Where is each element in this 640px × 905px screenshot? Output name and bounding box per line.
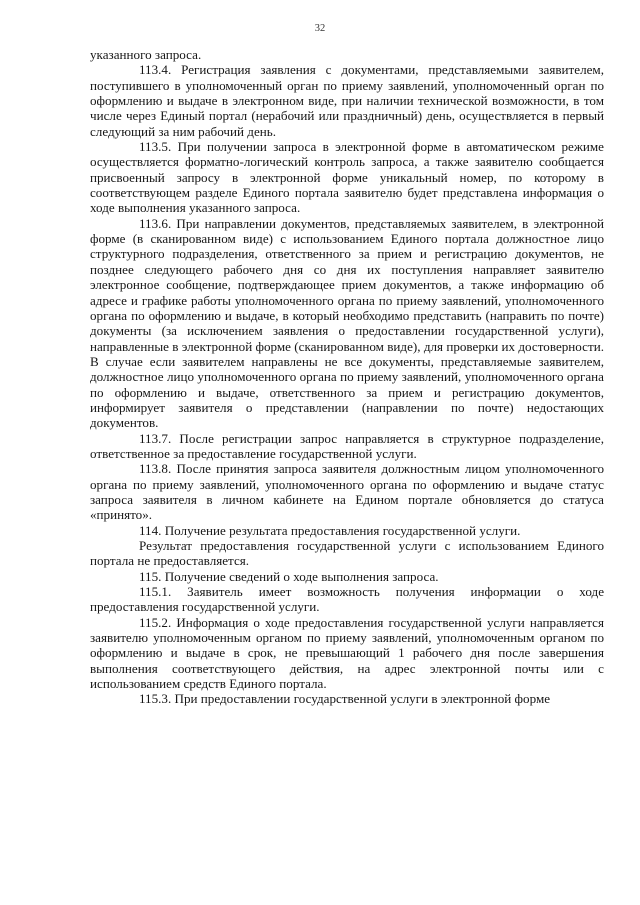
paragraph-113-4: 113.4. Регистрация заявления с документами, представляемыми заявителем, поступившего в уполномоченный орган по приему заявлений, уполномоченный орган по оформлению и выдаче в электронном виде, при наличии технической возможности, в том числе через Единый портал (нерабочий или праздничный) день, осуществляется в первый следующий за ним рабочий день. [90,62,604,139]
paragraph-115-2: 115.2. Информация о ходе предоставления государственной услуги направляется заявителю уполномоченным органом по приему заявлений, уполномоченным органом по оформлению и выдаче в срок, не превышающий 1 рабочего дня после завершения выполнения соответствующего действия, на адрес электронной почты или с использованием средств Единого портала. [90,614,604,692]
paragraph-114: 114. Получение результата предоставления государственной услуги. [139,522,521,538]
document-body [90,47,604,707]
page-number: 32 [314,23,326,34]
paragraph-115: 115. Получение сведений о ходе выполнения запроса. [139,568,439,584]
paragraph-114-result: Результат предоставления государственной услуги с использованием Единого портала не предоставляется. [90,538,604,569]
paragraph-113-7: 113.7. После регистрации запрос направляется в структурное подразделение, ответственное за предоставление государственной услуги. [90,430,604,461]
paragraph-113-8: 113.8. После принятия запроса заявителя должностным лицом уполномоченного органа по приему заявлений, уполномоченного органа по оформлению и выдаче статус запроса заявителя в личном кабинете на Едином портале обновляется до статуса «принято». [90,461,604,523]
paragraph-115-3: 115.3. При предоставлении государственной услуги в электронной форме [139,691,551,707]
paragraph-113-5: 113.5. При получении запроса в электронной форме в автоматическом режиме осуществляется форматно-логический контроль запроса, а также заявителю сообщается присвоенный запросу в электронной форме уникальный номер, по которому в соответствующем разделе Единого портала заявителю будет представлена информация о ходе выполнения указанного запроса. [90,139,604,216]
paragraph-continuation: указанного запроса. [90,47,202,62]
paragraph-113-6: 113.6. При направлении документов, представляемых заявителем, в электронной форме (в сканированном виде) с использованием Единого портала должностное лицо структурного подразделения, ответственного за прием и регистрацию документов, не позднее следующего рабочего дня со дня их поступления направляет заявителю электронное сообщение, подтверждающее прием документов, а также информацию об адресе и графике работы уполномоченного органа по приему заявлений, уполномоченного органа по оформлению и выдаче, в который необходимо представить (направить по почте) документы (за исключением заявления о предоставлении государственной услуги), направленные в электронной форме (сканированном виде), для проверки их достоверности. В случае если заявителем направлены не все документы, представляемые заявителем, должностное лицо уполномоченного органа по приему заявлений, уполномоченного органа по оформлению и выдаче, ответственного за прием и регистрацию документов, информирует заявителя о представлении (направлении по почте) недостающих документов. [90,215,604,431]
paragraph-115-1: 115.1. Заявитель имеет возможность получения информации о ходе предоставления государственной услуги. [90,584,604,615]
